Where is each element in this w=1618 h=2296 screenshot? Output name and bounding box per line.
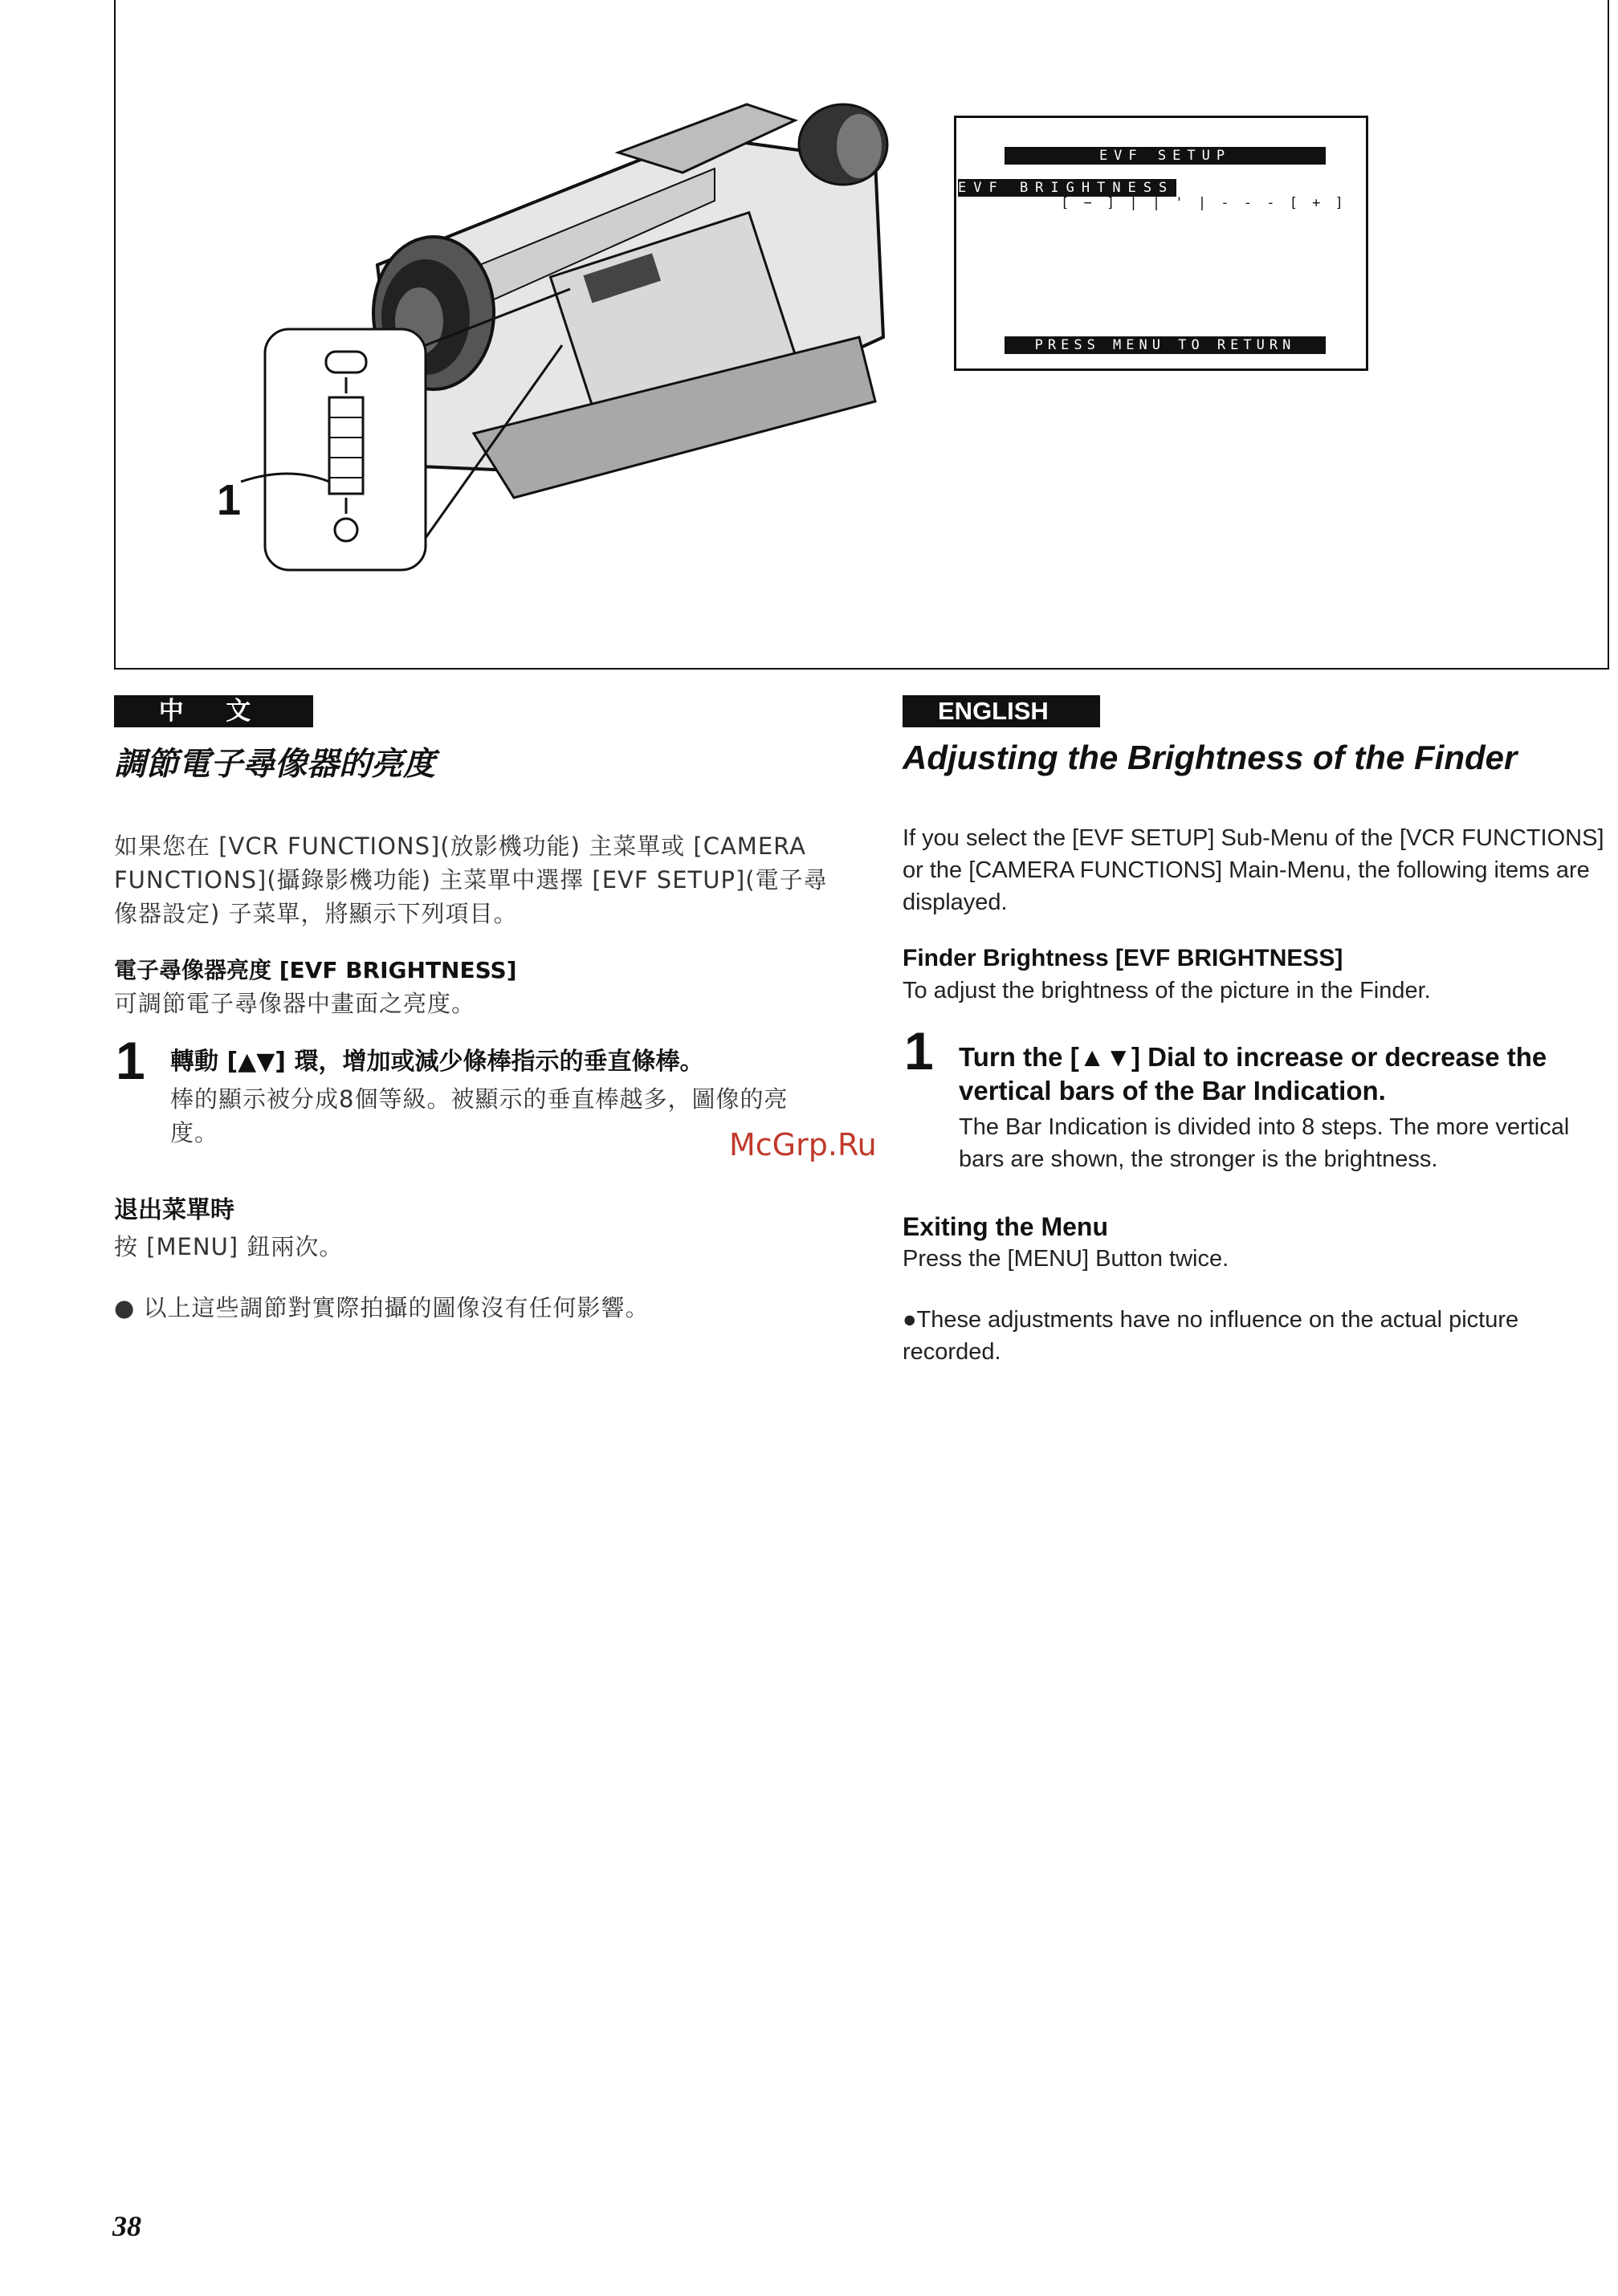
chinese-note: ● 以上這些調節對實際拍攝的圖像沒有任何影響。 (114, 1294, 650, 1321)
english-exit-heading: Exiting the Menu (903, 1212, 1108, 1241)
chinese-subheading: 電子尋像器亮度 [EVF BRIGHTNESS] (114, 957, 517, 983)
english-subtext: To adjust the brightness of the picture in the Finder. (903, 978, 1431, 1003)
english-exit-text: Press the [MENU] Button twice. (903, 1246, 1229, 1272)
screen-footer: PRESS MENU TO RETURN (1005, 336, 1326, 354)
screen-title: EVF SETUP (1005, 147, 1326, 165)
chinese-title: 調節電子尋像器的亮度 (114, 746, 435, 783)
english-subheading: Finder Brightness [EVF BRIGHTNESS] (903, 945, 1343, 971)
english-step-number: 1 (904, 1021, 934, 1081)
english-step (959, 1040, 1609, 1175)
chinese-step-heading: 轉動 [▲▼] 環，增加或減少條棒指示的垂直條棒。 (170, 1048, 704, 1076)
brightness-scale: [ − ] | | ' | - - - [ + ] (1061, 195, 1347, 211)
english-step-heading: Turn the [▲▼] Dial to increase or decrease the vertical bars of the Bar Indication. (959, 1042, 1547, 1105)
chinese-tab: 中 文 (114, 695, 313, 727)
english-tab: ENGLISH (903, 695, 1100, 727)
english-title: Adjusting the Brightness of the Finder (903, 739, 1518, 776)
chinese-exit-text: 按 [MENU] 鈕兩次。 (114, 1233, 344, 1260)
english-note: ●These adjustments have no influence on the actual picture recorded. (903, 1307, 1519, 1365)
english-column (903, 739, 1609, 1007)
chinese-column (114, 739, 837, 1020)
chinese-exit (114, 1195, 837, 1325)
english-intro: If you select the [EVF SETUP] Sub-Menu of the [VCR FUNCTIONS] or the [CAMERA FUNCTIONS] Main-Menu, the following items are displayed. (903, 825, 1604, 915)
evf-setup-screen (954, 116, 1368, 371)
page-number: 38 (112, 2210, 141, 2242)
watermark: McGrp.Ru (729, 1127, 877, 1162)
camcorder-illustration (137, 96, 939, 618)
chinese-step-number: 1 (116, 1031, 145, 1090)
callout-number: 1 (217, 476, 242, 524)
screen-item: EVF BRIGHTNESS (958, 179, 1176, 197)
english-exit (903, 1211, 1609, 1368)
chinese-step-text: 棒的顯示被分成8個等級。被顯示的垂直棒越多，圖像的亮度。 (170, 1085, 789, 1146)
chinese-intro: 如果您在 [VCR FUNCTIONS](放影機功能) 主菜單或 [CAMERA FUNCTIONS](攝錄影機功能) 主菜單中選擇 [EVF SETUP](電子尋像器設定) 子菜單，將顯示下列項目。 (114, 833, 828, 927)
chinese-exit-heading: 退出菜單時 (114, 1196, 234, 1224)
chinese-subtext: 可調節電子尋像器中畫面之亮度。 (114, 990, 476, 1017)
english-step-text: The Bar Indication is divided into 8 steps. The more vertical bars are shown, the stronger is the brightness. (959, 1114, 1570, 1172)
